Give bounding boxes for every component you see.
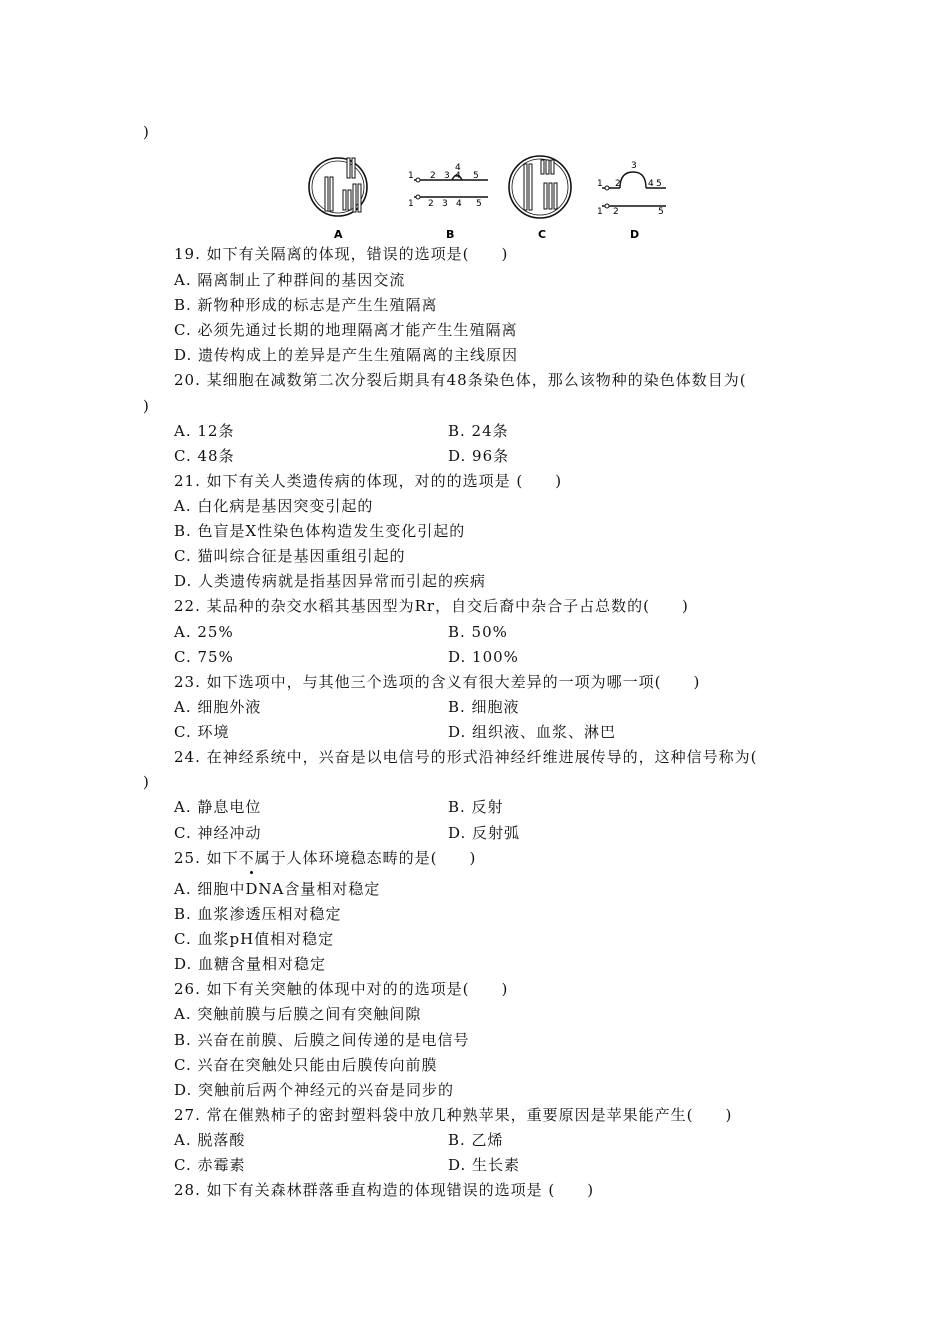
q22-option-a: A. 25% <box>174 623 234 641</box>
figure-c-cell <box>509 156 571 218</box>
b-bottom-label-1: 1 <box>408 199 414 209</box>
q26-option-a: A. 突触前膜与后膜之间有突触间隙 <box>174 1005 422 1023</box>
b-top-label-2: 2 <box>430 171 436 181</box>
q25-option-b: B. 血浆渗透压相对稳定 <box>174 905 342 923</box>
q19-option-a: A. 隔离制止了种群间的基因交流 <box>174 271 406 289</box>
q27-option-d: D. 生长素 <box>448 1156 521 1174</box>
figure-b-chromosomes <box>408 163 488 209</box>
q25-option-c: C. 血浆pH值相对稳定 <box>174 930 335 948</box>
q23-option-b: B. 细胞液 <box>448 698 520 716</box>
d-bottom-label-5: 5 <box>658 207 664 217</box>
q25-option-d: D. 血糖含量相对稳定 <box>174 955 327 973</box>
q20-option-a: A. 12条 <box>174 422 235 440</box>
question-25-stem: 25. 如下不属于人体环境稳态畴的是( ) <box>174 849 477 867</box>
figure-label-b: B <box>446 228 455 241</box>
b-bottom-label-2: 2 <box>428 199 434 209</box>
b-bottom-label-5: 5 <box>476 199 482 209</box>
figure-a-cell <box>309 158 367 216</box>
question-26-stem: 26. 如下有关突触的体现中对的的选项是( ) <box>174 980 509 998</box>
b-top-label-4b: 4 <box>455 171 461 181</box>
q23-option-c: C. 环境 <box>174 723 230 741</box>
question-27-stem: 27. 常在催熟柿子的密封塑料袋中放几种熟苹果，重要原因是苹果能产生( ) <box>174 1106 733 1124</box>
q23-option-d: D. 组织液、血浆、淋巴 <box>448 723 617 741</box>
q20-option-c: C. 48条 <box>174 447 235 465</box>
q25-option-a: A. 细胞中DNA含量相对稳定 <box>174 880 381 898</box>
question-21-stem: 21. 如下有关人类遗传病的体现，对的的选项是 ( ) <box>174 472 563 490</box>
question-28-stem: 28. 如下有关森林群落垂直构造的体现错误的选项是 ( ) <box>174 1181 595 1199</box>
d-top-label-4: 4 <box>648 179 654 189</box>
figure-d-chromosomes <box>597 161 666 217</box>
q19-option-c: C. 必须先通过长期的地理隔离才能产生生殖隔离 <box>174 321 518 339</box>
chromosome-figures <box>308 150 678 245</box>
b-top-label-5: 5 <box>473 171 479 181</box>
d-top-label-5: 5 <box>656 179 662 189</box>
emphasis-dot <box>250 871 253 874</box>
d-bottom-label-2: 2 <box>613 207 619 217</box>
q22-option-d: D. 100% <box>448 648 519 666</box>
b-top-label-1: 1 <box>408 171 414 181</box>
q26-option-d: D. 突触前后两个神经元的兴奋是同步的 <box>174 1081 455 1099</box>
figure-label-a: A <box>334 228 343 241</box>
continuation-paren: ) <box>143 123 150 141</box>
d-top-label-1: 1 <box>597 179 603 189</box>
q26-option-b: B. 兴奋在前膜、后膜之间传递的是电信号 <box>174 1031 470 1049</box>
q21-option-d: D. 人类遗传病就是指基因异常而引起的疾病 <box>174 572 487 590</box>
q27-option-b: B. 乙烯 <box>448 1131 504 1149</box>
question-22-stem: 22. 某品种的杂交水稻其基因型为Rr，自交后裔中杂合子占总数的( ) <box>174 597 689 615</box>
q24-option-d: D. 反射弧 <box>448 824 521 842</box>
question-23-stem: 23. 如下选项中，与其他三个选项的含义有很大差异的一项为哪一项( ) <box>174 673 701 691</box>
q19-option-b: B. 新物种形成的标志是产生生殖隔离 <box>174 296 438 314</box>
d-top-label-2: 2 <box>615 179 621 189</box>
q21-option-c: C. 猫叫综合征是基因重组引起的 <box>174 547 406 565</box>
figure-label-d: D <box>630 228 640 241</box>
q27-option-a: A. 脱落酸 <box>174 1131 246 1149</box>
q24-option-c: C. 神经冲动 <box>174 824 262 842</box>
question-20-paren: ) <box>143 397 150 415</box>
question-20-stem: 20. 某细胞在减数第二次分裂后期具有48条染色体，那么该物种的染色体数目为( <box>174 371 747 389</box>
q27-option-c: C. 赤霉素 <box>174 1156 246 1174</box>
q24-option-b: B. 反射 <box>448 798 504 816</box>
b-bottom-label-4: 4 <box>456 199 462 209</box>
d-top-label-3: 3 <box>631 161 637 171</box>
b-top-label-4a: 4 <box>455 163 461 173</box>
question-24-paren: ) <box>143 773 150 791</box>
question-24-stem: 24. 在神经系统中，兴奋是以电信号的形式沿神经纤维进展传导的，这种信号称为( <box>174 748 758 766</box>
question-19-stem: 19. 如下有关隔离的体现，错误的选项是( ) <box>174 245 509 263</box>
b-top-label-3: 3 <box>444 171 450 181</box>
q20-option-b: B. 24条 <box>448 422 509 440</box>
q22-option-c: C. 75% <box>174 648 234 666</box>
q19-option-d: D. 遗传构成上的差异是产生生殖隔离的主线原因 <box>174 346 519 364</box>
figure-label-c: C <box>538 228 547 241</box>
q22-option-b: B. 50% <box>448 623 508 641</box>
d-bottom-label-1: 1 <box>597 207 603 217</box>
q23-option-a: A. 细胞外液 <box>174 698 262 716</box>
q20-option-d: D. 96条 <box>448 447 510 465</box>
q24-option-a: A. 静息电位 <box>174 798 262 816</box>
b-bottom-label-3: 3 <box>442 199 448 209</box>
q21-option-a: A. 白化病是基因突变引起的 <box>174 497 374 515</box>
q26-option-c: C. 兴奋在突触处只能由后膜传向前膜 <box>174 1056 438 1074</box>
q21-option-b: B. 色盲是X性染色体构造发生变化引起的 <box>174 522 466 540</box>
